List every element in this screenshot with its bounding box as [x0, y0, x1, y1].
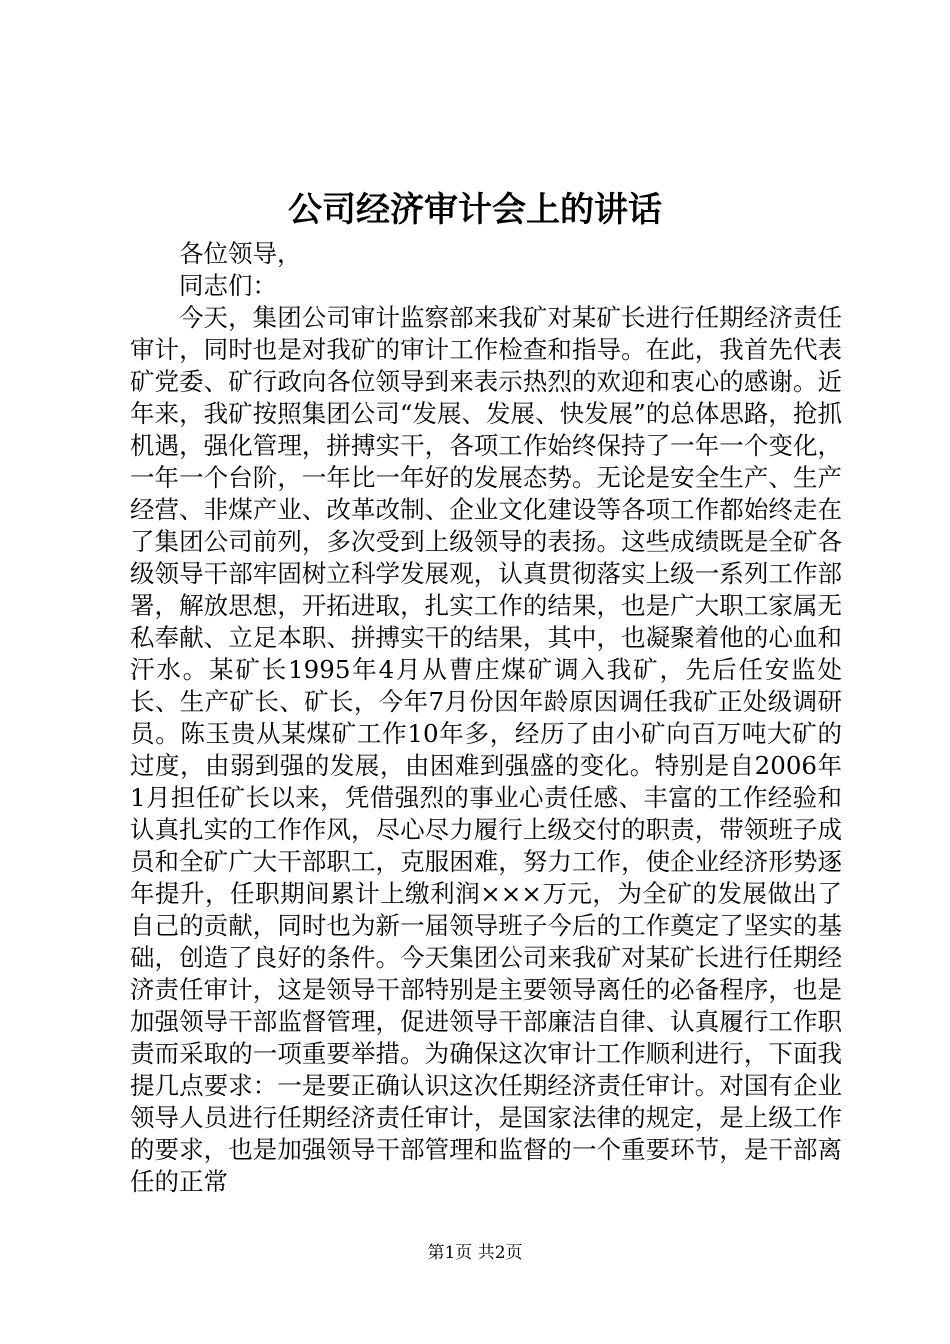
salutation-leaders: 各位领导，	[179, 239, 302, 268]
document-body	[130, 238, 842, 1198]
page-number-footer: 第1页 共2页	[427, 1243, 523, 1263]
document-title: 公司经济审计会上的讲话	[288, 190, 662, 230]
body-paragraph: 今天，集团公司审计监察部来我矿对某矿长进行任期经济责任审计，同时也是对我矿的审计工作检查和指导。在此，我首先代表矿党委、矿行政向各位领导到来表示热烈的欢迎和衷心的感谢。近年来，我矿按照集团公司“发展、发展、快发展”的总体思路，抢抓机遇，强化管理，拼搏实干，各项工作始终保持了一年一个变化，一年一个台阶，一年比一年好的发展态势。无论是安全生产、生产经营、非煤产业、改革改制、企业文化建设等各项工作都始终走在了集团公司前列，多次受到上级领导的表扬。这些成绩既是全矿各级领导干部牢固树立科学发展观，认真贯彻落实上级一系列工作部署，解放思想，开拓进取，扎实工作的结果，也是广大职工家属无私奉献、立足本职、拼搏实干的结果，其中，也凝聚着他的心血和汗水。某矿长1995年4月从曹庄煤矿调入我矿，先后任安监处长、生产矿长、矿长，今年7月份因年龄原因调任我矿正处级调研员。陈玉贵从某煤矿工作10年多，经历了由小矿向百万吨大矿的过度，由弱到强的发展，由困难到强盛的变化。特别是自2006年1月担任矿长以来，凭借强烈的事业心责任感、丰富的工作经验和认真扎实的工作作风，尽心尽力履行上级交付的职责，带领班子成员和全矿广大干部职工，克服困难，努力工作，使企业经济形势逐年提升，任职期间累计上缴利润×××万元，为全矿的发展做出了自己的贡献，同时也为新一届领导班子今后的工作奠定了坚实的基础，创造了良好的条件。今天集团公司来我矿对某矿长进行任期经济责任审计，这是领导干部特别是主要领导离任的必备程序，也是加强领导干部监督管理，促进领导干部廉洁自律、认真履行工作职责而采取的一项重要举措。为确保这次审计工作顺利进行，下面我提几点要求：一是要正确认识这次任期经济责任审计。对国有企业领导人员进行任期经济责任审计，是国家法律的规定，是上级工作的要求，也是加强领导干部管理和监督的一个重要环节，是干部离任的正常	[130, 303, 842, 1196]
salutation-comrades: 同志们：	[179, 271, 277, 300]
